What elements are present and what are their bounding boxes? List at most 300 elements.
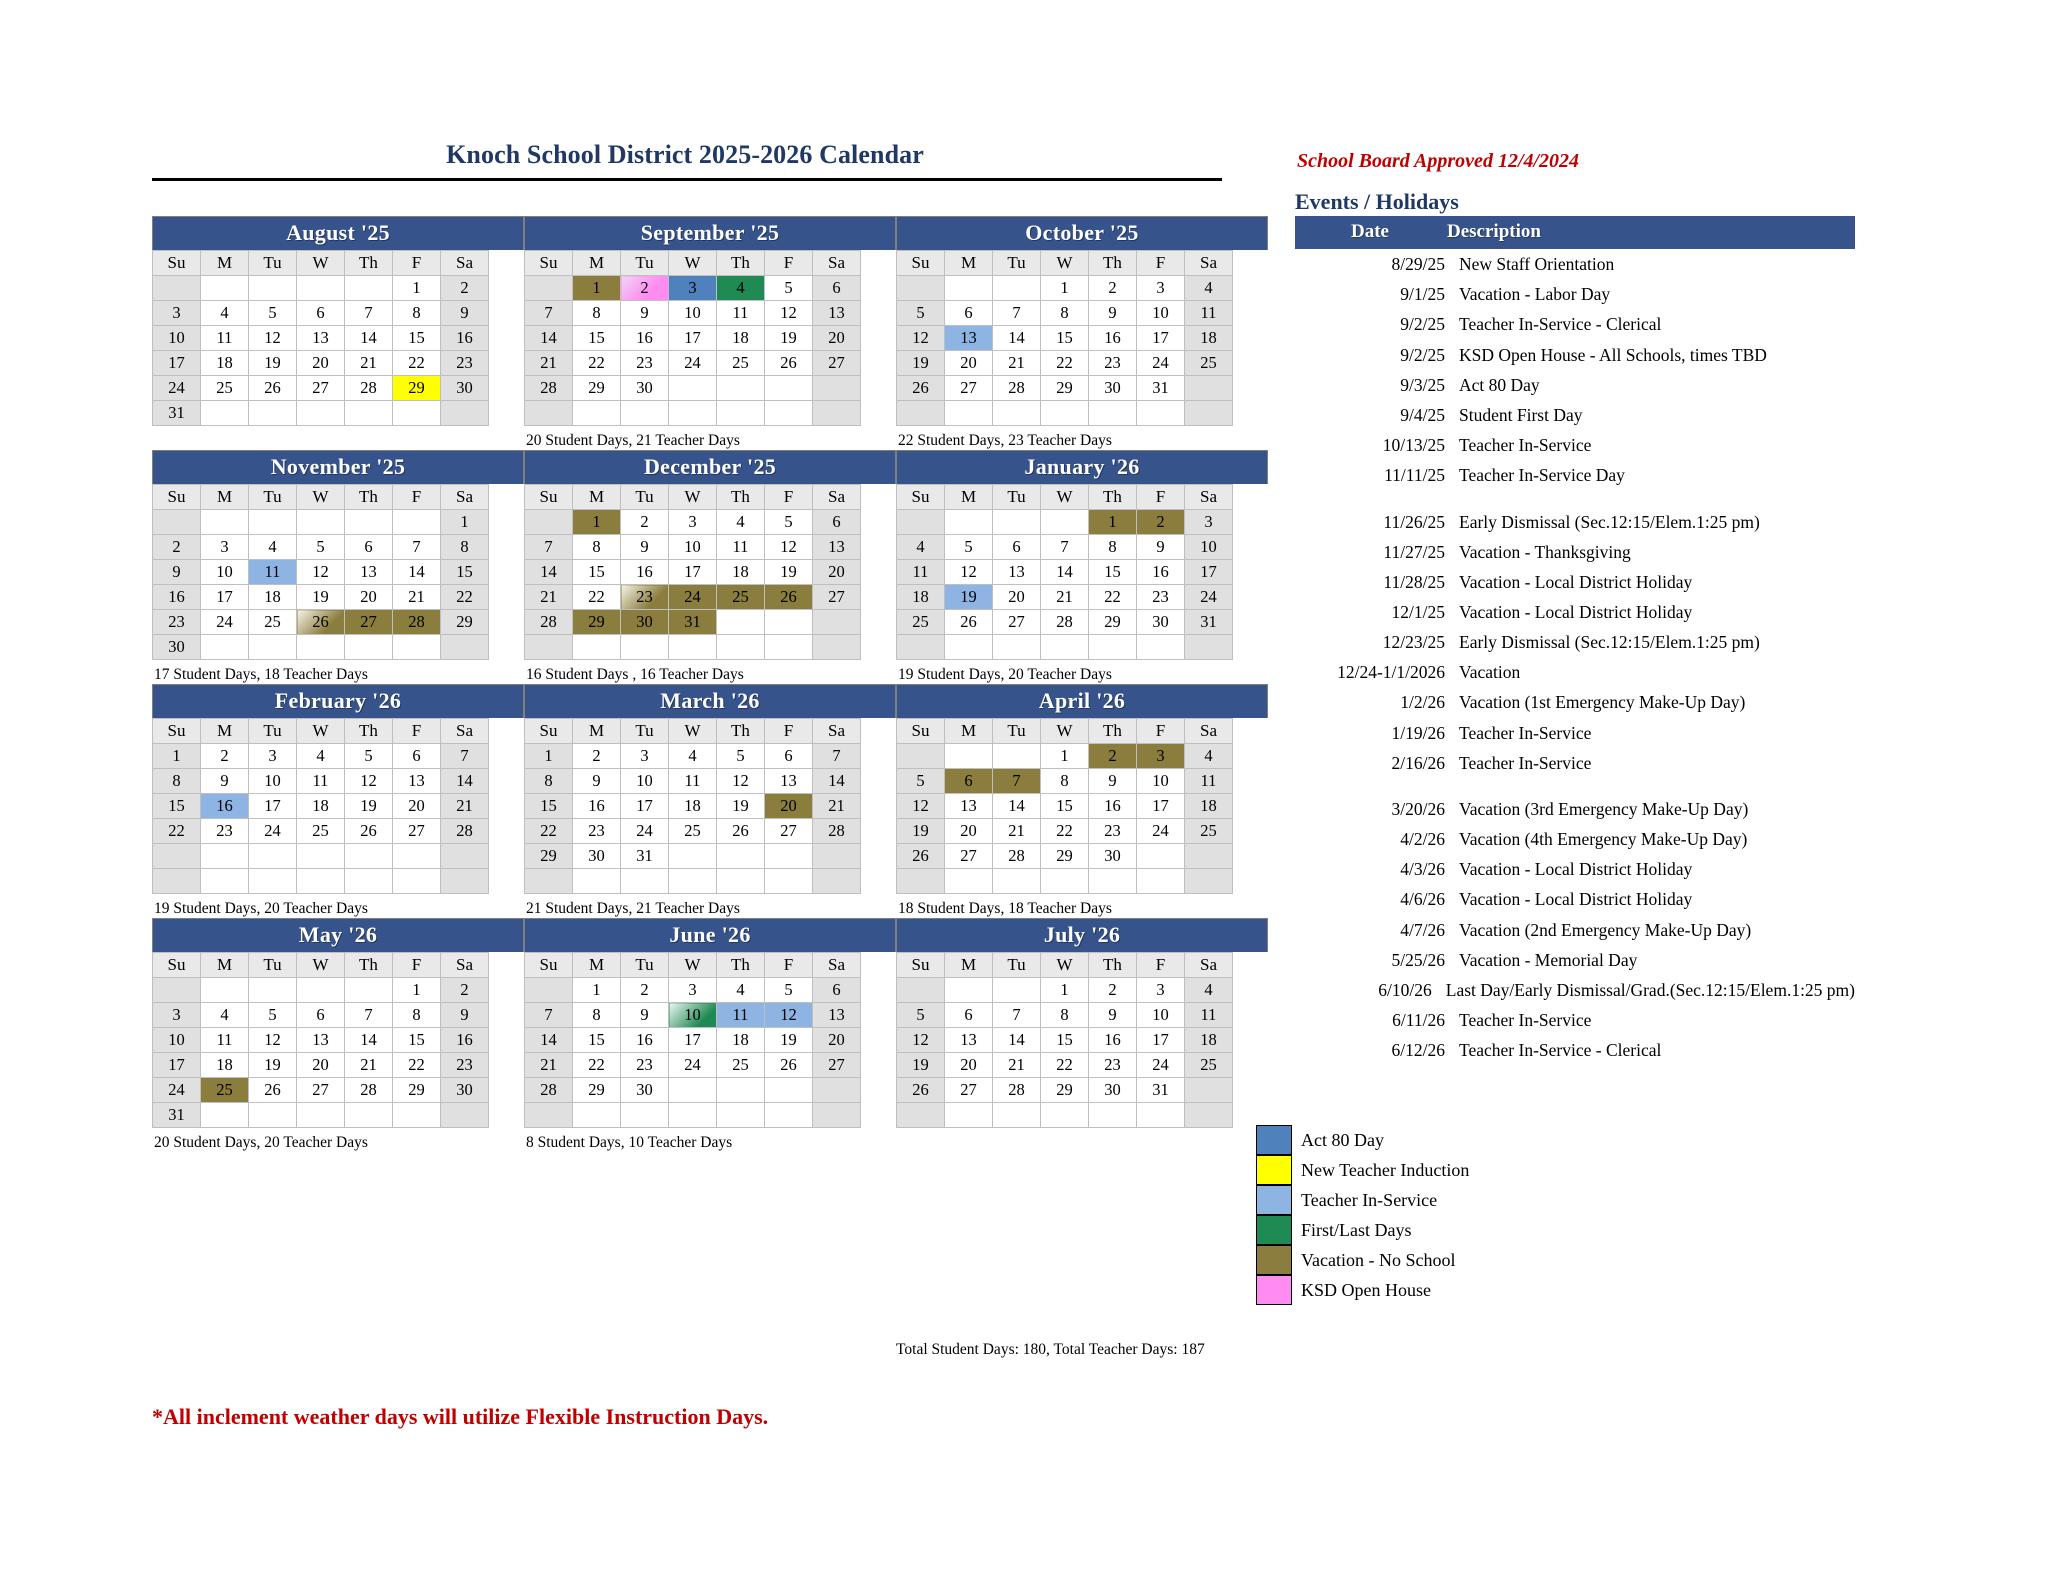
week-row bbox=[525, 744, 861, 769]
day-cell: 13 bbox=[813, 1003, 861, 1028]
event-date: 8/29/25 bbox=[1391, 254, 1445, 274]
weekday-label-w: W bbox=[669, 251, 717, 276]
day-cell: 27 bbox=[945, 376, 993, 401]
day-cell: 17 bbox=[201, 585, 249, 610]
day-cell: 16 bbox=[441, 326, 489, 351]
day-cell: 18 bbox=[1185, 326, 1233, 351]
day-cell: 18 bbox=[249, 585, 297, 610]
day-cell: 25 bbox=[297, 819, 345, 844]
day-cell: 7 bbox=[993, 1003, 1041, 1028]
day-cell: 13 bbox=[813, 535, 861, 560]
legend-swatch bbox=[1256, 1155, 1292, 1185]
weekday-label-f: F bbox=[1137, 953, 1185, 978]
day-cell-empty bbox=[1137, 844, 1185, 869]
weekday-label-tu: Tu bbox=[249, 719, 297, 744]
day-cell: 7 bbox=[345, 301, 393, 326]
day-cell: 25 bbox=[249, 610, 297, 635]
event-date: 9/1/25 bbox=[1400, 284, 1445, 305]
day-cell: 23 bbox=[1137, 585, 1185, 610]
day-cell: 20 bbox=[297, 351, 345, 376]
month-card bbox=[524, 684, 896, 918]
month-october-25 bbox=[896, 216, 1268, 426]
event-description: Vacation - Local District Holiday bbox=[1459, 859, 1693, 880]
day-cell-empty bbox=[621, 401, 669, 426]
weekday-label-f: F bbox=[393, 953, 441, 978]
week-row bbox=[525, 610, 861, 635]
day-cell-marked-vac: 1 bbox=[573, 510, 621, 535]
weekday-label-w: W bbox=[1041, 953, 1089, 978]
day-cell: 6 bbox=[813, 276, 861, 301]
month-day-count bbox=[152, 426, 524, 450]
day-cell: 27 bbox=[945, 844, 993, 869]
day-cell: 23 bbox=[1089, 351, 1137, 376]
day-cell: 6 bbox=[813, 510, 861, 535]
day-cell-empty bbox=[201, 844, 249, 869]
month-day-count: 21 Student Days, 21 Teacher Days bbox=[526, 900, 740, 917]
day-cell: 22 bbox=[525, 819, 573, 844]
event-row bbox=[1295, 491, 1855, 537]
day-cell-empty bbox=[717, 635, 765, 660]
month-table bbox=[524, 250, 861, 426]
day-cell: 27 bbox=[813, 351, 861, 376]
day-cell: 31 bbox=[1137, 1078, 1185, 1103]
day-cell: 8 bbox=[573, 1003, 621, 1028]
day-cell-empty bbox=[717, 401, 765, 426]
day-cell: 29 bbox=[525, 844, 573, 869]
day-cell: 19 bbox=[249, 351, 297, 376]
day-cell: 31 bbox=[153, 1103, 201, 1128]
day-cell-empty bbox=[813, 869, 861, 894]
day-cell-empty bbox=[669, 1103, 717, 1128]
event-row bbox=[1295, 400, 1855, 430]
week-row bbox=[153, 794, 489, 819]
day-cell-empty bbox=[153, 276, 201, 301]
legend-item bbox=[1256, 1245, 1469, 1275]
day-cell: 5 bbox=[297, 535, 345, 560]
month-may-26 bbox=[152, 918, 524, 1128]
event-description: KSD Open House - All Schools, times TBD bbox=[1459, 344, 1767, 365]
day-cell-empty bbox=[1137, 1103, 1185, 1128]
weekday-label-tu: Tu bbox=[621, 953, 669, 978]
day-cell-empty bbox=[897, 510, 945, 535]
month-february-26 bbox=[152, 684, 524, 894]
day-cell: 11 bbox=[201, 1028, 249, 1053]
day-cell: 31 bbox=[1137, 376, 1185, 401]
month-march-26 bbox=[524, 684, 896, 894]
day-cell-empty bbox=[897, 276, 945, 301]
day-cell: 12 bbox=[345, 769, 393, 794]
day-cell-empty bbox=[717, 610, 765, 635]
week-row bbox=[897, 1028, 1233, 1053]
weekday-label-m: M bbox=[201, 251, 249, 276]
event-row bbox=[1295, 687, 1855, 717]
day-cell: 28 bbox=[345, 376, 393, 401]
weekday-label-su: Su bbox=[897, 485, 945, 510]
day-cell: 27 bbox=[813, 1053, 861, 1078]
weekday-label-w: W bbox=[1041, 719, 1089, 744]
event-row bbox=[1295, 915, 1855, 945]
month-title: February '26 bbox=[152, 684, 524, 718]
day-cell: 19 bbox=[897, 819, 945, 844]
day-cell: 25 bbox=[897, 610, 945, 635]
day-cell: 21 bbox=[1041, 585, 1089, 610]
day-cell: 1 bbox=[1041, 978, 1089, 1003]
day-cell: 4 bbox=[297, 744, 345, 769]
month-table bbox=[152, 484, 489, 660]
day-cell: 27 bbox=[993, 610, 1041, 635]
day-cell: 30 bbox=[573, 844, 621, 869]
day-cell: 23 bbox=[573, 819, 621, 844]
day-cell: 10 bbox=[1137, 301, 1185, 326]
weekday-header-row bbox=[897, 251, 1233, 276]
day-cell: 12 bbox=[249, 326, 297, 351]
day-cell: 3 bbox=[1137, 978, 1185, 1003]
event-description: Vacation - Local District Holiday bbox=[1459, 889, 1693, 910]
day-cell: 10 bbox=[1137, 1003, 1185, 1028]
event-row bbox=[1295, 1035, 1855, 1065]
day-cell: 17 bbox=[669, 560, 717, 585]
day-cell-marked-vac-half: 26 bbox=[297, 610, 345, 635]
day-cell-marked-vac-half: 23 bbox=[621, 585, 669, 610]
month-table bbox=[896, 484, 1233, 660]
weekday-header-row bbox=[897, 953, 1233, 978]
day-cell-empty bbox=[1185, 635, 1233, 660]
day-cell: 17 bbox=[153, 1053, 201, 1078]
day-cell: 15 bbox=[573, 560, 621, 585]
day-cell-marked-vac: 30 bbox=[621, 610, 669, 635]
day-cell-empty bbox=[1185, 1078, 1233, 1103]
week-row bbox=[897, 401, 1233, 426]
event-row bbox=[1295, 718, 1855, 748]
day-cell-marked-vac: 3 bbox=[1137, 744, 1185, 769]
day-cell-marked-inservice: 12 bbox=[765, 1003, 813, 1028]
day-cell: 17 bbox=[621, 794, 669, 819]
day-cell: 27 bbox=[945, 1078, 993, 1103]
event-row bbox=[1295, 778, 1855, 824]
month-title: April '26 bbox=[896, 684, 1268, 718]
week-row bbox=[153, 769, 489, 794]
weekday-label-sa: Sa bbox=[813, 953, 861, 978]
event-row bbox=[1295, 597, 1855, 627]
day-cell: 14 bbox=[993, 326, 1041, 351]
day-cell: 7 bbox=[813, 744, 861, 769]
day-cell-empty bbox=[345, 510, 393, 535]
week-row bbox=[525, 301, 861, 326]
month-day-count: 22 Student Days, 23 Teacher Days bbox=[898, 432, 1112, 449]
day-cell-empty bbox=[345, 401, 393, 426]
day-cell: 8 bbox=[441, 535, 489, 560]
event-description: Vacation - Local District Holiday bbox=[1459, 601, 1693, 622]
day-cell-empty bbox=[573, 1103, 621, 1128]
day-cell: 1 bbox=[441, 510, 489, 535]
day-cell-empty bbox=[201, 401, 249, 426]
day-cell-empty bbox=[813, 1078, 861, 1103]
day-cell-empty bbox=[945, 1103, 993, 1128]
day-cell: 2 bbox=[1089, 978, 1137, 1003]
day-cell: 15 bbox=[1041, 1028, 1089, 1053]
day-cell: 27 bbox=[297, 376, 345, 401]
weekday-label-w: W bbox=[669, 719, 717, 744]
month-day-count: 8 Student Days, 10 Teacher Days bbox=[526, 1134, 733, 1151]
day-cell: 11 bbox=[201, 326, 249, 351]
day-cell: 9 bbox=[621, 535, 669, 560]
day-cell: 18 bbox=[669, 794, 717, 819]
day-cell: 14 bbox=[441, 769, 489, 794]
day-cell: 21 bbox=[525, 1053, 573, 1078]
day-cell: 16 bbox=[1089, 326, 1137, 351]
day-cell-empty bbox=[813, 844, 861, 869]
day-cell: 4 bbox=[717, 510, 765, 535]
weekday-label-tu: Tu bbox=[621, 485, 669, 510]
week-row bbox=[153, 510, 489, 535]
month-title: November '25 bbox=[152, 450, 524, 484]
event-row bbox=[1295, 975, 1855, 1005]
weekday-label-m: M bbox=[945, 485, 993, 510]
day-cell: 22 bbox=[393, 1053, 441, 1078]
day-cell: 16 bbox=[153, 585, 201, 610]
day-cell: 2 bbox=[621, 510, 669, 535]
day-cell: 26 bbox=[765, 351, 813, 376]
day-cell: 17 bbox=[669, 326, 717, 351]
day-cell: 4 bbox=[897, 535, 945, 560]
day-cell: 5 bbox=[765, 978, 813, 1003]
legend-swatch bbox=[1256, 1185, 1292, 1215]
day-cell-marked-vac: 31 bbox=[669, 610, 717, 635]
weekday-label-th: Th bbox=[717, 953, 765, 978]
week-row bbox=[525, 560, 861, 585]
day-cell-empty bbox=[717, 869, 765, 894]
day-cell-marked-vac: 7 bbox=[993, 769, 1041, 794]
day-cell: 18 bbox=[717, 326, 765, 351]
day-cell: 22 bbox=[441, 585, 489, 610]
day-cell: 24 bbox=[153, 1078, 201, 1103]
day-cell: 24 bbox=[249, 819, 297, 844]
events-col-date: Date bbox=[1351, 221, 1389, 242]
day-cell-empty bbox=[525, 869, 573, 894]
event-description: Last Day/Early Dismissal/Grad.(Sec.12:15/Elem.1:25 pm) bbox=[1445, 979, 1855, 1000]
weekday-label-sa: Sa bbox=[813, 251, 861, 276]
day-cell: 31 bbox=[153, 401, 201, 426]
day-cell: 25 bbox=[717, 351, 765, 376]
day-cell: 20 bbox=[993, 585, 1041, 610]
event-date: 12/23/25 bbox=[1382, 632, 1445, 653]
week-row bbox=[153, 535, 489, 560]
day-cell: 7 bbox=[525, 535, 573, 560]
day-cell-empty bbox=[441, 869, 489, 894]
day-cell: 1 bbox=[393, 978, 441, 1003]
day-cell: 19 bbox=[297, 585, 345, 610]
event-date: 4/6/26 bbox=[1400, 889, 1445, 910]
day-cell: 23 bbox=[441, 351, 489, 376]
month-table bbox=[896, 250, 1233, 426]
weekday-label-sa: Sa bbox=[1185, 485, 1233, 510]
day-cell: 30 bbox=[1137, 610, 1185, 635]
day-cell: 13 bbox=[945, 1028, 993, 1053]
page-title: Knoch School District 2025-2026 Calendar bbox=[446, 140, 924, 169]
day-cell: 13 bbox=[345, 560, 393, 585]
day-cell: 17 bbox=[669, 1028, 717, 1053]
day-cell: 13 bbox=[813, 301, 861, 326]
day-cell: 26 bbox=[945, 610, 993, 635]
week-row bbox=[525, 326, 861, 351]
event-description: Teacher In-Service bbox=[1459, 1010, 1592, 1031]
day-cell: 22 bbox=[1041, 819, 1089, 844]
day-cell: 1 bbox=[1041, 744, 1089, 769]
day-cell-empty bbox=[153, 869, 201, 894]
day-cell: 16 bbox=[1089, 794, 1137, 819]
day-cell: 4 bbox=[1185, 744, 1233, 769]
day-cell: 11 bbox=[897, 560, 945, 585]
day-cell: 7 bbox=[525, 301, 573, 326]
day-cell-marked-inservice: 11 bbox=[717, 1003, 765, 1028]
day-cell: 8 bbox=[393, 1003, 441, 1028]
event-description: Vacation - Thanksgiving bbox=[1459, 541, 1631, 562]
day-cell: 8 bbox=[573, 301, 621, 326]
day-cell-empty bbox=[897, 401, 945, 426]
day-cell: 17 bbox=[1137, 326, 1185, 351]
month-row bbox=[152, 450, 1268, 684]
day-cell: 18 bbox=[1185, 1028, 1233, 1053]
weekday-header-row bbox=[525, 251, 861, 276]
week-row bbox=[525, 1028, 861, 1053]
day-cell: 12 bbox=[297, 560, 345, 585]
day-cell-marked-vac: 2 bbox=[1137, 510, 1185, 535]
week-row bbox=[153, 869, 489, 894]
weekday-label-f: F bbox=[1137, 719, 1185, 744]
event-date: 1/2/26 bbox=[1400, 692, 1445, 713]
week-row bbox=[153, 1028, 489, 1053]
month-row bbox=[152, 918, 1268, 1152]
day-cell: 16 bbox=[621, 1028, 669, 1053]
day-cell: 12 bbox=[897, 1028, 945, 1053]
day-cell: 13 bbox=[297, 1028, 345, 1053]
event-date: 4/2/26 bbox=[1400, 829, 1445, 849]
day-cell-empty bbox=[621, 1103, 669, 1128]
day-cell-marked-inservice: 11 bbox=[249, 560, 297, 585]
event-date: 5/25/26 bbox=[1391, 949, 1445, 970]
event-date: 6/12/26 bbox=[1391, 1040, 1445, 1061]
day-cell-marked-vac: 28 bbox=[393, 610, 441, 635]
day-cell-empty bbox=[993, 510, 1041, 535]
day-cell: 19 bbox=[765, 560, 813, 585]
day-cell-marked-induction: 29 bbox=[393, 376, 441, 401]
day-cell: 30 bbox=[1089, 844, 1137, 869]
week-row bbox=[525, 978, 861, 1003]
day-cell-empty bbox=[945, 744, 993, 769]
event-description: Vacation (1st Emergency Make-Up Day) bbox=[1459, 692, 1746, 713]
weekday-header-row bbox=[153, 953, 489, 978]
weekday-label-m: M bbox=[573, 251, 621, 276]
month-title: May '26 bbox=[152, 918, 524, 952]
event-date: 4/3/26 bbox=[1400, 859, 1445, 880]
day-cell: 23 bbox=[441, 1053, 489, 1078]
day-cell: 22 bbox=[573, 585, 621, 610]
day-cell: 16 bbox=[573, 794, 621, 819]
day-cell-empty bbox=[297, 401, 345, 426]
day-cell-empty bbox=[441, 1103, 489, 1128]
day-cell: 21 bbox=[441, 794, 489, 819]
day-cell: 8 bbox=[393, 301, 441, 326]
day-cell-empty bbox=[249, 978, 297, 1003]
day-cell: 6 bbox=[945, 1003, 993, 1028]
day-cell: 27 bbox=[393, 819, 441, 844]
month-january-26 bbox=[896, 450, 1268, 660]
day-cell: 21 bbox=[393, 585, 441, 610]
day-cell: 28 bbox=[993, 376, 1041, 401]
day-cell: 14 bbox=[813, 769, 861, 794]
day-cell-empty bbox=[993, 744, 1041, 769]
day-cell-empty bbox=[297, 978, 345, 1003]
day-cell: 7 bbox=[1041, 535, 1089, 560]
day-cell: 20 bbox=[393, 794, 441, 819]
event-row bbox=[1295, 1005, 1855, 1035]
week-row bbox=[525, 376, 861, 401]
day-cell-empty bbox=[1137, 635, 1185, 660]
day-cell-empty bbox=[249, 844, 297, 869]
event-date: 1/19/26 bbox=[1391, 722, 1445, 743]
approval-note: School Board Approved 12/4/2024 bbox=[1297, 150, 1580, 172]
weekday-label-sa: Sa bbox=[441, 719, 489, 744]
day-cell-empty bbox=[153, 978, 201, 1003]
day-cell: 10 bbox=[249, 769, 297, 794]
day-cell-empty bbox=[669, 635, 717, 660]
weekday-label-th: Th bbox=[1089, 251, 1137, 276]
weekday-label-su: Su bbox=[897, 719, 945, 744]
weekday-label-sa: Sa bbox=[1185, 719, 1233, 744]
month-day-count: 16 Student Days , 16 Teacher Days bbox=[526, 666, 744, 683]
day-cell: 21 bbox=[993, 1053, 1041, 1078]
week-row bbox=[525, 1053, 861, 1078]
day-cell: 28 bbox=[813, 819, 861, 844]
week-row bbox=[153, 326, 489, 351]
weekday-label-m: M bbox=[573, 953, 621, 978]
day-cell: 18 bbox=[201, 351, 249, 376]
day-cell: 21 bbox=[345, 351, 393, 376]
weekday-label-w: W bbox=[669, 485, 717, 510]
day-cell: 14 bbox=[993, 794, 1041, 819]
day-cell: 20 bbox=[813, 560, 861, 585]
day-cell-marked-inservice: 13 bbox=[945, 326, 993, 351]
event-description: Teacher In-Service - Clerical bbox=[1459, 314, 1662, 335]
event-description: Early Dismissal (Sec.12:15/Elem.1:25 pm) bbox=[1459, 632, 1760, 653]
month-card bbox=[152, 684, 524, 918]
day-cell: 22 bbox=[153, 819, 201, 844]
day-cell: 22 bbox=[393, 351, 441, 376]
day-cell: 28 bbox=[993, 1078, 1041, 1103]
week-row bbox=[897, 794, 1233, 819]
day-cell-empty bbox=[153, 844, 201, 869]
day-cell: 6 bbox=[945, 301, 993, 326]
day-cell: 25 bbox=[1185, 819, 1233, 844]
week-row bbox=[897, 326, 1233, 351]
day-cell-empty bbox=[525, 276, 573, 301]
event-row bbox=[1295, 824, 1855, 854]
day-cell-empty bbox=[441, 844, 489, 869]
day-cell: 28 bbox=[1041, 610, 1089, 635]
month-card bbox=[896, 918, 1268, 1152]
day-cell: 19 bbox=[897, 1053, 945, 1078]
day-cell-empty bbox=[201, 1103, 249, 1128]
day-cell: 26 bbox=[249, 376, 297, 401]
week-row bbox=[525, 585, 861, 610]
event-description: Vacation - Local District Holiday bbox=[1459, 571, 1693, 592]
month-table bbox=[152, 250, 489, 426]
day-cell-empty bbox=[945, 276, 993, 301]
day-cell: 4 bbox=[201, 301, 249, 326]
day-cell: 21 bbox=[813, 794, 861, 819]
day-cell: 13 bbox=[993, 560, 1041, 585]
day-cell-empty bbox=[669, 1078, 717, 1103]
